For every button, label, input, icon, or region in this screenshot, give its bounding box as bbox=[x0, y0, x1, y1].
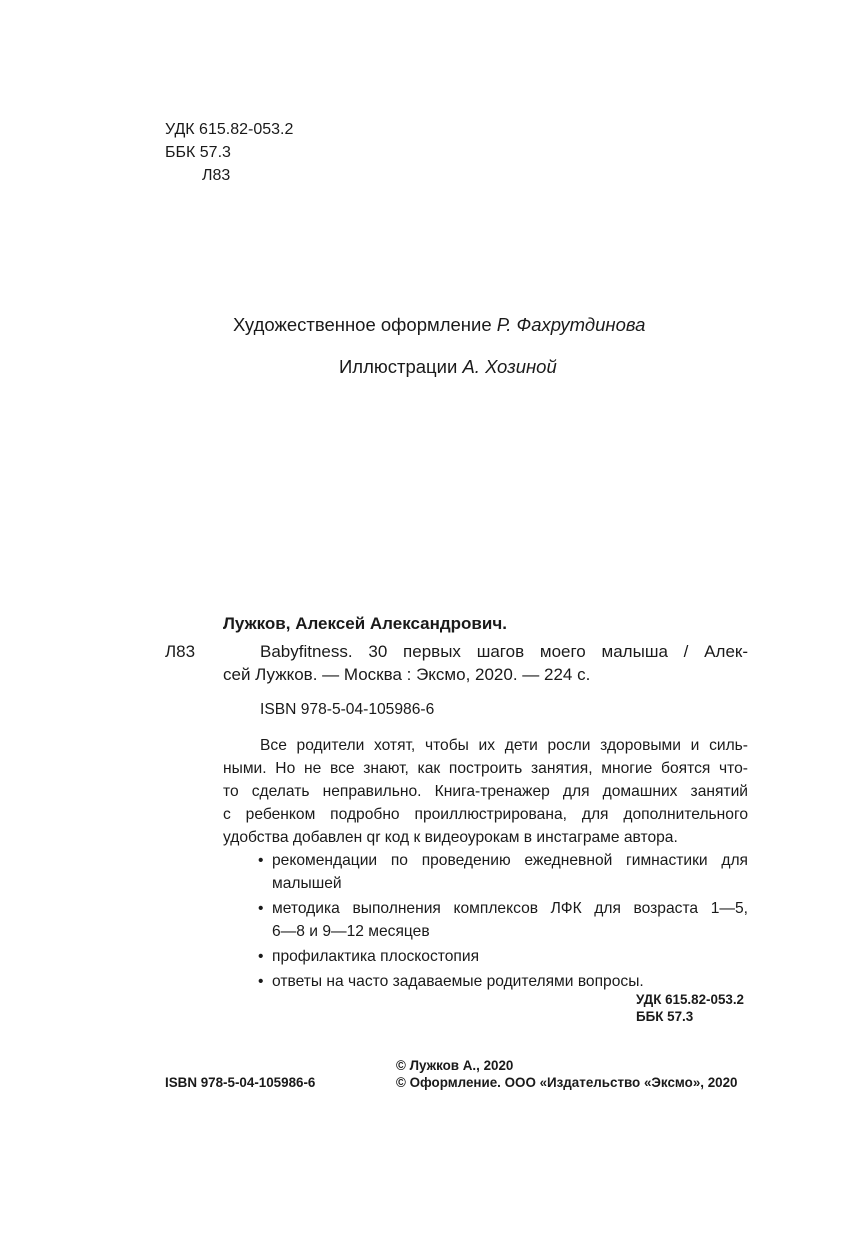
design-credit bbox=[233, 314, 645, 336]
bullet-text: 6—8 и 9—12 месяцев bbox=[272, 923, 430, 940]
bbk-code: ББК 57.3 bbox=[165, 144, 231, 161]
bullet-text: малышей bbox=[272, 875, 342, 892]
bottom-classification bbox=[636, 991, 744, 1025]
bullet-item bbox=[258, 849, 748, 895]
record-author-mark: Л83 bbox=[165, 642, 196, 661]
copyright-design: © Оформление. ООО «Издательство «Эксмо», 2020 bbox=[396, 1075, 738, 1090]
author-mark: Л83 bbox=[202, 167, 231, 184]
bullet-item bbox=[258, 897, 748, 943]
record-isbn: ISBN 978-5-04-105986-6 bbox=[260, 701, 435, 718]
bbk-code: ББК 57.3 bbox=[636, 1009, 694, 1024]
design-name: Р. Фахрутдинова bbox=[496, 314, 646, 335]
bullet-text: • ответы на часто задаваемые родителями вопросы. bbox=[272, 973, 644, 990]
annotation-line: с ребенком подробно проиллюстрирована, для дополнительного bbox=[223, 806, 748, 823]
annotation-bullets bbox=[258, 849, 748, 993]
annotation-line: ными. Но не все знают, как построить занятия, многие боятся что- bbox=[223, 760, 748, 777]
bullet-item bbox=[258, 970, 748, 993]
annotation-line: Все родители хотят, чтобы их дети росли здоровыми и силь- bbox=[260, 737, 748, 754]
design-label: Художественное оформление bbox=[233, 314, 492, 335]
record-author: Лужков, Алексей Александрович. bbox=[223, 614, 507, 633]
bullet-text: • рекомендации по проведению ежедневной гимнастики для bbox=[272, 852, 748, 869]
footer-isbn: ISBN 978-5-04-105986-6 bbox=[165, 1075, 316, 1090]
illustrations-name: А. Хозиной bbox=[462, 356, 557, 377]
bullet-text: • методика выполнения комплексов ЛФК для возраста 1—5, bbox=[272, 900, 748, 917]
bullet-text: • профилактика плоскостопия bbox=[272, 948, 480, 965]
record-title-line1: Babyfitness. 30 первых шагов моего малыша / Алек- bbox=[260, 642, 748, 661]
record-title-line2: сей Лужков. — Москва : Эксмо, 2020. — 224 с. bbox=[223, 665, 591, 684]
udk-code: УДК 615.82-053.2 bbox=[636, 992, 745, 1007]
illustrations-credit bbox=[339, 356, 557, 378]
annotation bbox=[223, 734, 748, 993]
illustrations-label: Иллюстрации bbox=[339, 356, 458, 377]
udk-code: УДК 615.82-053.2 bbox=[165, 121, 294, 138]
top-classification bbox=[165, 118, 293, 187]
bullet-item bbox=[258, 945, 748, 968]
annotation-line: удобства добавлен qr код к видеоурокам в инстаграме автора. bbox=[223, 829, 678, 846]
annotation-line: то сделать неправильно. Книга-тренажер для домашних занятий bbox=[223, 783, 748, 800]
copyright-author: © Лужков А., 2020 bbox=[396, 1058, 514, 1073]
